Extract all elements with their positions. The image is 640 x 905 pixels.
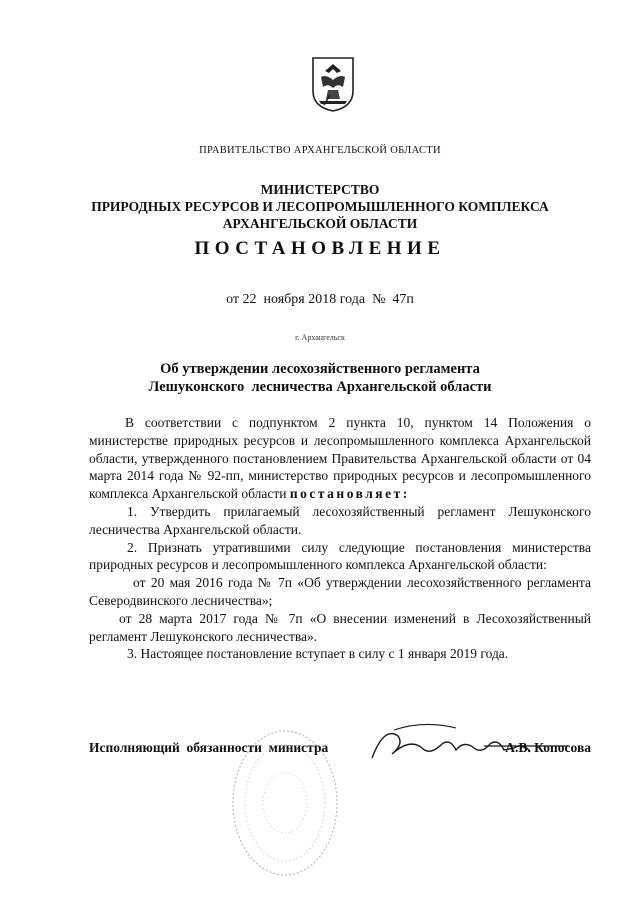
document-city: г. Архангельск bbox=[295, 333, 345, 342]
ministry-line: ПРИРОДНЫХ РЕСУРСОВ И ЛЕСОПРОМЫШЛЕННОГО КОМПЛЕКСА bbox=[91, 199, 549, 214]
signatory-name: А.В. Копосова bbox=[505, 740, 591, 755]
title-line: Об утверждении лесохозяйственного регламента bbox=[160, 361, 480, 377]
arkhangelsk-coat-of-arms-icon bbox=[310, 55, 356, 113]
item-2: 2. Признать утратившими силу следующие постановления министерства природных ресурсов и лесопромышленного комплекса Архангельской области: bbox=[89, 539, 591, 573]
preamble-text: В соответствии с подпунктом 2 пункта 10, пунктом 14 Положения о министерстве природных ресурсов и лесопромышленного комплекса Архангельской области, утвержденного постановлением Правительства Архангельской области от 04 марта 2014 года № 92-пп, министерство природных ресурсов и лесопромышленного комплекса Архангельской области bbox=[89, 415, 591, 502]
signatory-role: Исполняющий обязанности министра bbox=[89, 740, 329, 755]
ministry-line: МИНИСТЕРСТВО bbox=[260, 182, 380, 197]
document-date-number: от 22 ноября 2018 года № 47п bbox=[226, 292, 414, 307]
item-3: 3. Настоящее постановление вступает в силу с 1 января 2019 года. bbox=[127, 646, 509, 662]
decree-word: постановляет: bbox=[289, 486, 410, 502]
ministry-name bbox=[0, 181, 640, 232]
government-name: ПРАВИТЕЛЬСТВО АРХАНГЕЛЬСКОЙ ОБЛАСТИ bbox=[199, 145, 441, 156]
preamble-paragraph bbox=[89, 414, 591, 503]
item-2a: от 20 мая 2016 года № 7п «Об утверждении лесохозяйственного регламента Северодвинского лесничества»; bbox=[89, 575, 591, 608]
document-type: ПОСТАНОВЛЕНИЕ bbox=[194, 238, 446, 259]
item-2b: от 28 марта 2017 года № 7п «О внесении изменений в Лесохозяйственный регламент Лешуконского лесничества». bbox=[89, 610, 591, 644]
document-title bbox=[0, 360, 640, 396]
item-1: 1. Утвердить прилагаемый лесохозяйственный регламент Лешуконского лесничества Архангельской области. bbox=[89, 503, 591, 537]
ministry-line: АРХАНГЕЛЬСКОЙ ОБЛАСТИ bbox=[222, 216, 418, 231]
document-body bbox=[89, 414, 591, 663]
title-line: Лешуконского лесничества Архангельской области bbox=[148, 379, 492, 395]
